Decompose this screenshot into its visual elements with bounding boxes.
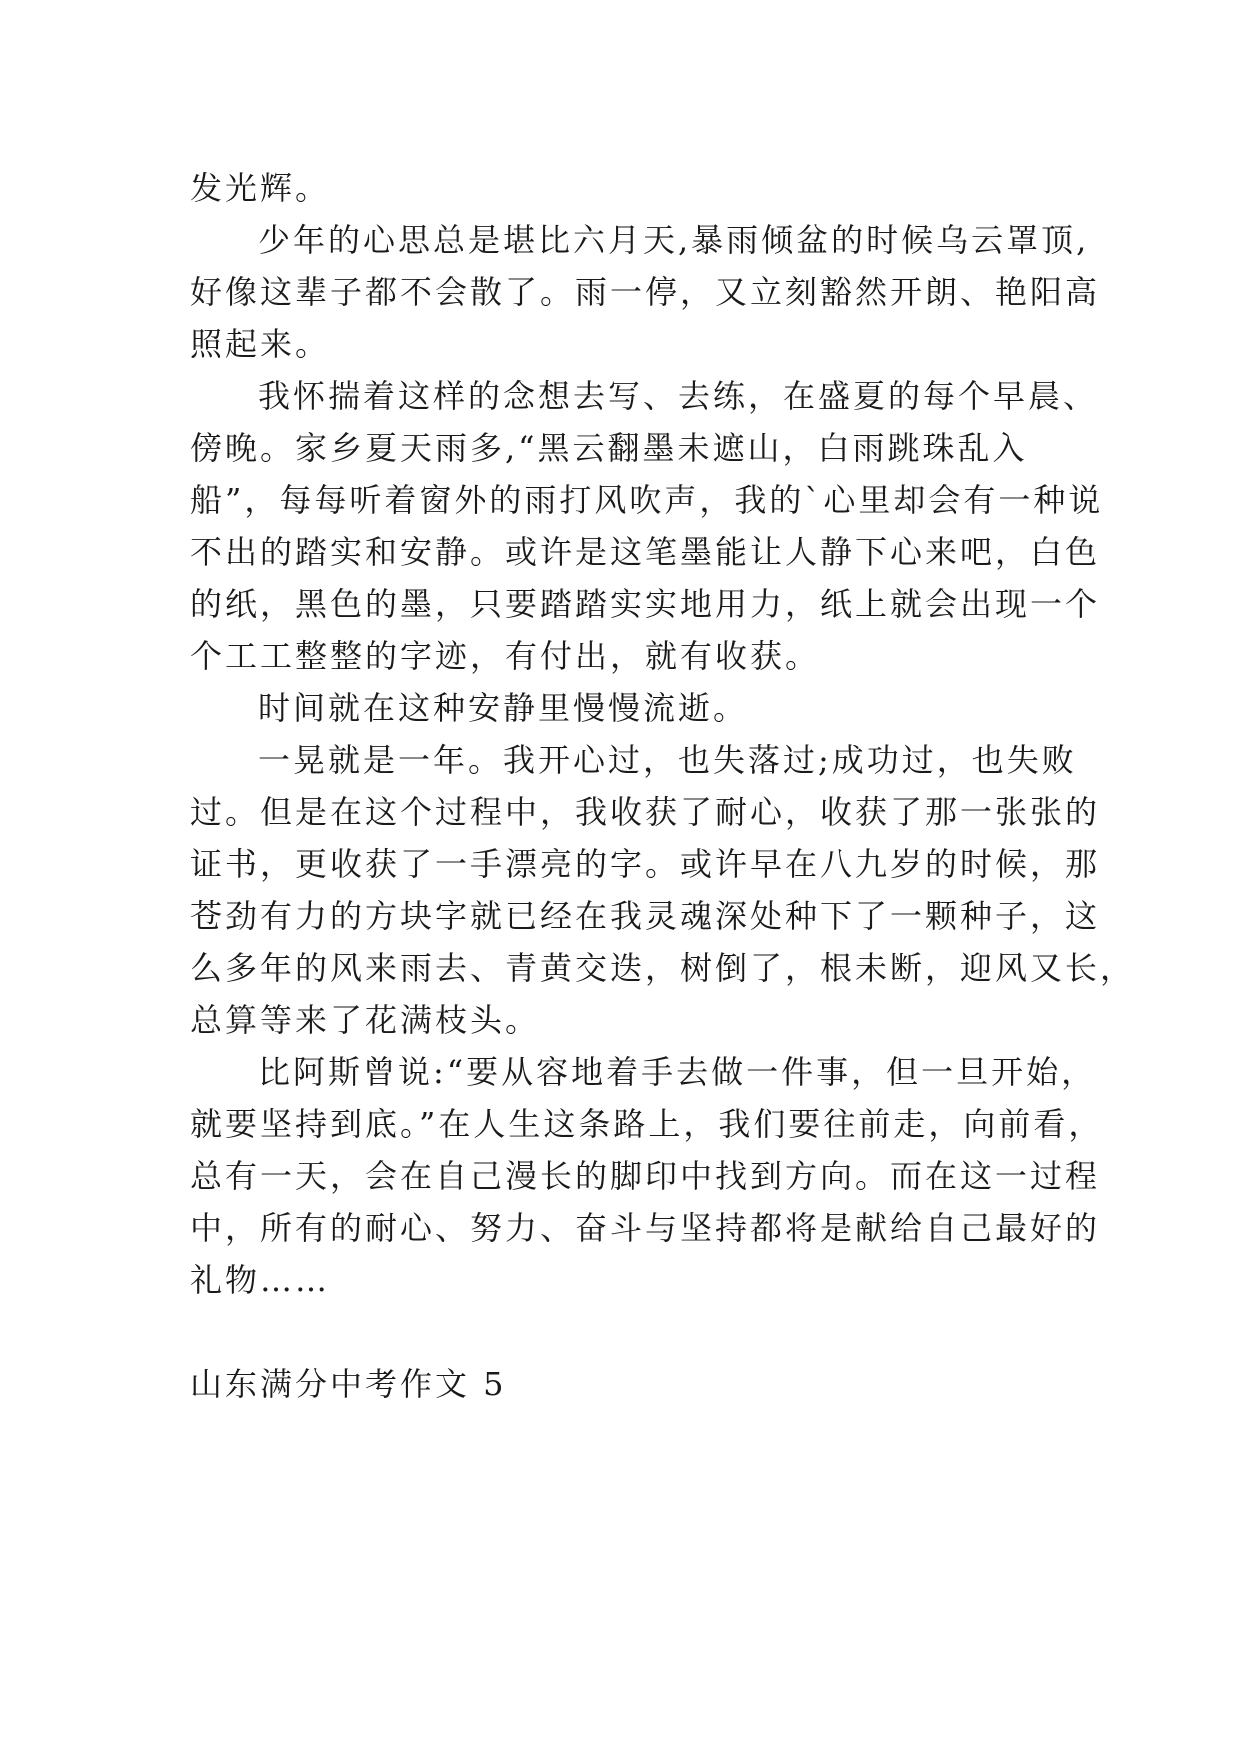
text-line: 好像这辈子都不会散了。雨一停，又立刻豁然开朗、艳阳高 xyxy=(190,273,1101,311)
text-line: 个工工整整的字迹，有付出，就有收获。 xyxy=(190,637,821,675)
text-line: 不出的踏实和安静。或许是这笔墨能让人静下心来吧，白色 xyxy=(190,533,1101,571)
paragraph-start: 时间就在这种安静里慢慢流逝。 xyxy=(258,689,749,727)
text-line: 总有一天，会在自己漫长的脚印中找到方向。而在这一过程 xyxy=(190,1157,1101,1195)
text-line: 苍劲有力的方块字就已经在我灵魂深处种下了一颗种子，这 xyxy=(190,897,1101,935)
text-line: 发光辉。 xyxy=(190,169,331,207)
paragraph-start: 比阿斯曾说:“要从容地着手去做一件事，但一旦开始， xyxy=(258,1053,1097,1091)
text-line: 傍晚。家乡夏天雨多,“黑云翻墨未遮山，白雨跳珠乱入 xyxy=(190,429,1028,467)
text-line: 礼物…… xyxy=(190,1261,331,1299)
text-line: 总算等来了花满枝头。 xyxy=(190,1001,541,1039)
paragraph-start: 我怀揣着这样的念想去写、去练，在盛夏的每个早晨、 xyxy=(258,377,1099,415)
text-line: 的纸，黑色的墨，只要踏踏实实地用力，纸上就会出现一个 xyxy=(190,585,1101,623)
section-title: 山东满分中考作文 5 xyxy=(190,1365,507,1403)
text-line: 中，所有的耐心、努力、奋斗与坚持都将是献给自己最好的 xyxy=(190,1209,1101,1247)
text-line: 么多年的风来雨去、青黄交迭，树倒了，根未断，迎风又长， xyxy=(190,949,1136,987)
text-line: 证书，更收获了一手漂亮的字。或许早在八九岁的时候，那 xyxy=(190,845,1101,883)
text-line: 就要坚持到底。”在人生这条路上，我们要往前走，向前看， xyxy=(190,1105,1104,1143)
text-line: 船”，每每听着窗外的雨打风吹声，我的`心里却会有一种说 xyxy=(190,481,1104,519)
text-line: 照起来。 xyxy=(190,325,331,363)
text-line: 过。但是在这个过程中，我收获了耐心，收获了那一张张的 xyxy=(190,793,1101,831)
paragraph-start: 一晃就是一年。我开心过，也失落过;成功过，也失败 xyxy=(258,741,1077,779)
paragraph-start: 少年的心思总是堪比六月天,暴雨倾盆的时候乌云罩顶, xyxy=(258,221,1090,259)
